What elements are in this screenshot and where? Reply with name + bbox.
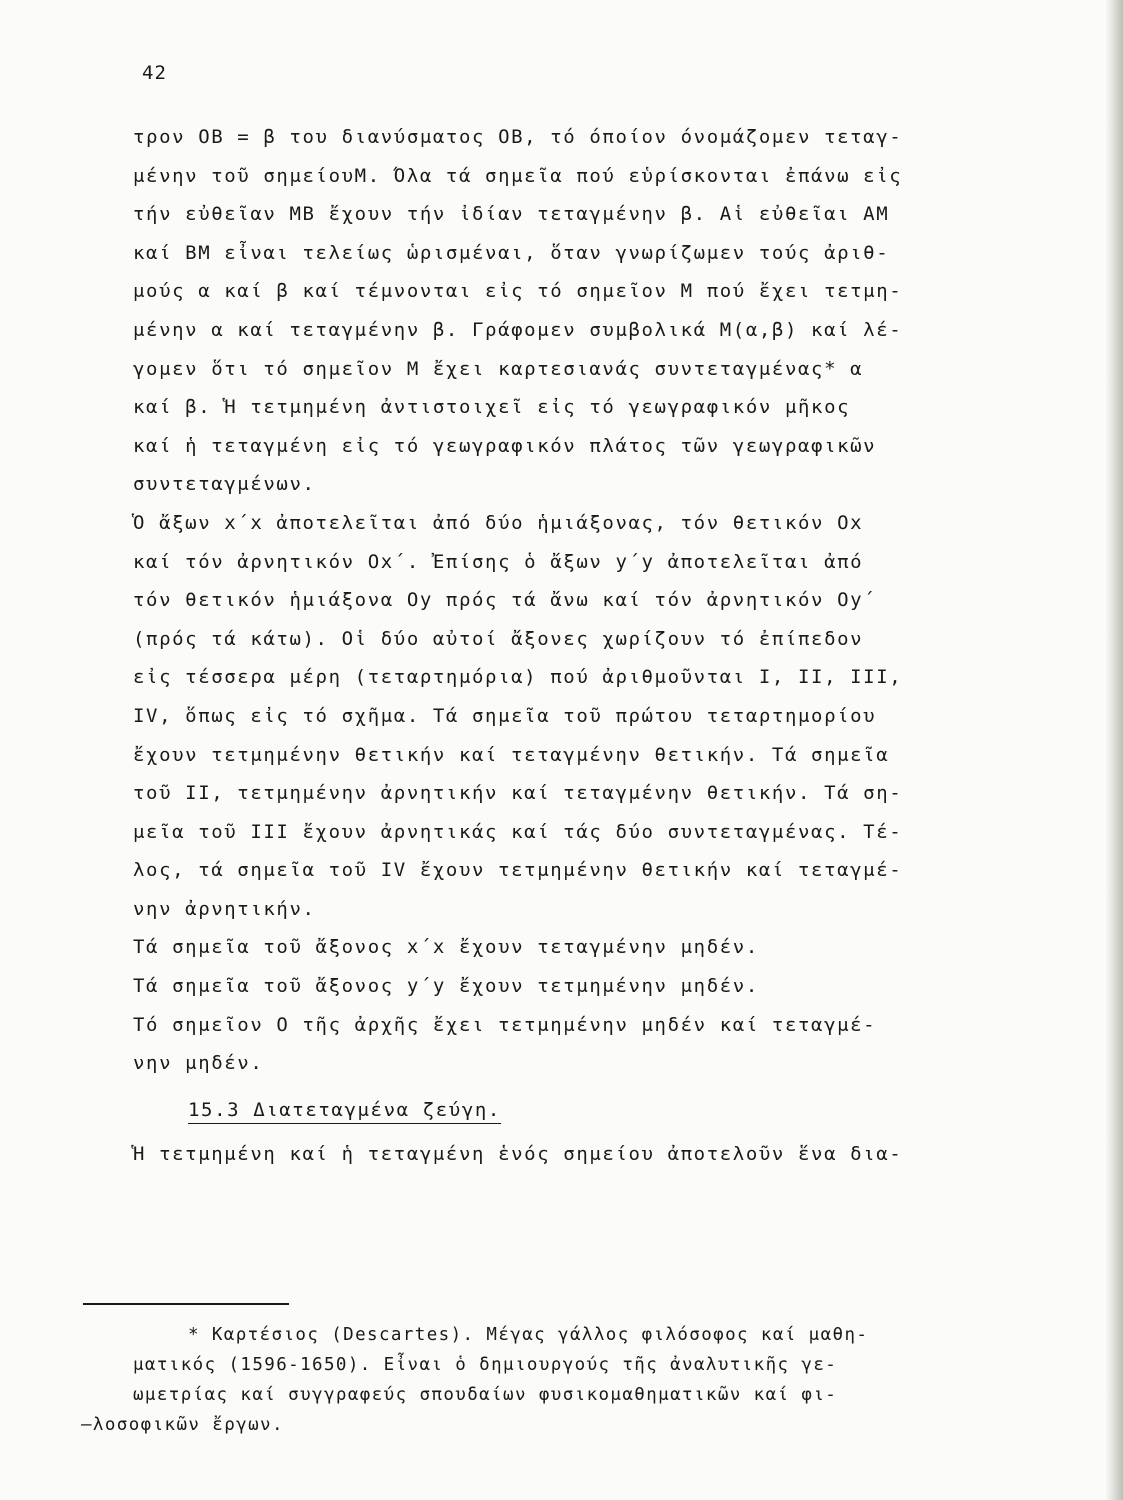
text-line: μένην τοῦ σημείουΜ. Όλα τά σημεῖα πού εὑρίσκονται ἐπάνω εἰς [133,164,903,187]
text-line: μένην α καί τεταγμένην β. Γράφομεν συμβολικά Μ(α,β) καί λέ- [133,318,903,341]
text-line: IV, ὅπως εἰς τό σχῆμα. Τά σημεῖα τοῦ πρώτου τεταρτημορίου [133,704,877,727]
text-line: τοῦ II, τετμημένην ἀρνητικήν καί τεταγμένην θετικήν. Τά ση- [133,782,903,805]
text-line: τρον OB = β του διανύσματος OB, τό όποίον όνομάζομεν τεταγ- [133,126,903,148]
footnote-line: * Καρτέσιος (Descartes). Μέγας γάλλος φιλόσοφος καί μαθη- [188,1325,869,1345]
text-line: Ὁ ἄξων x΄x ἀποτελεῖται ἀπό δύο ἡμιάξονας, τόν θετικόν Ox [133,511,864,534]
page-number: 42 [142,62,167,84]
text-line: Τά σημεῖα τοῦ ἄξονος y΄y ἔχουν τετμημένην μηδέν. [133,975,759,998]
section-first-line: Ἡ τετμημένη καί ἡ τεταγμένη ἑνός σημείου ἀποτελοῦν ἕνα δια- [133,1143,903,1166]
text-line: μούς α καί β καί τέμνονται εἰς τό σημεῖον Μ πού ἔχει τετμη- [133,280,903,303]
section-heading [133,1091,1063,1130]
text-line: τόν θετικόν ἡμιάξονα Oy πρός τά ἄνω καί τόν ἀρνητικόν Oy΄ [133,589,877,612]
text-line: γομεν ὅτι τό σημεῖον Μ ἔχει καρτεσιανάς συντεταγμένας* α [133,357,864,380]
text-line: τήν εὐθεῖαν ΜΒ ἔχουν τήν ἰδίαν τεταγμένην β. Αἱ εὐθεῖαι ΑΜ [133,203,890,226]
text-line: καί ΒΜ εἶναι τελείως ὡρισμέναι, ὅταν γνωρίζωμεν τούς ἀριθ- [133,241,890,264]
text-line: ἔχουν τετμημένην θετικήν καί τεταγμένην θετικήν. Τά σημεῖα [133,743,890,766]
text-line: καί τόν ἀρνητικόν Ox΄. Ἐπίσης ὁ ἄξων y΄y ἀποτελεῖται ἀπό [133,550,864,573]
footnote-line: —λοσοφικῶν ἔργων. [81,1415,284,1435]
footnote-divider [83,1303,289,1305]
footnote-line: ματικός (1596-1650). Εἶναι ὁ δημιουργούς τῆς ἀναλυτικῆς γε- [133,1355,838,1375]
text-line: Τό σημεῖον O τῆς ἀρχῆς ἔχει τετμημένην μηδέν καί τεταγμέ- [133,1013,877,1036]
text-line: λος, τά σημεῖα τοῦ IV ἔχουν τετμημένην θετικήν καί τεταγμέ- [133,859,903,882]
text-line: νην μηδέν. [133,1052,264,1075]
footnote [81,1320,1063,1440]
text-line: νην ἀρνητικήν. [133,897,316,920]
body-text [133,118,1063,1174]
text-line: συντεταγμένων. [133,473,316,496]
text-line: Τά σημεῖα τοῦ ἄξονος x΄x ἔχουν τεταγμένην μηδέν. [133,936,759,959]
section-heading-text: 15.3 Διατεταγμένα ζεύγη. [188,1099,501,1124]
text-line: μεῖα τοῦ III ἔχουν ἀρνητικάς καί τάς δύο συντεταγμένας. Τέ- [133,820,903,843]
text-line: καί β. Ἡ τετμημένη ἀντιστοιχεῖ εἰς τό γεωγραφικόν μῆκος [133,396,851,419]
text-line: (πρός τά κάτω). Οἱ δύο αὐτοί ἄξονες χωρίζουν τό ἐπίπεδον [133,627,864,650]
footnote-line: ωμετρίας καί συγγραφεύς σπουδαίων φυσικομαθηματικῶν καί φι- [133,1385,838,1405]
text-line: καί ἡ τεταγμένη εἰς τό γεωγραφικόν πλάτος τῶν γεωγραφικῶν [133,434,877,457]
page-edge-shadow [1105,0,1123,1500]
text-line: εἰς τέσσερα μέρη (τεταρτημόρια) πού ἀριθμοῦνται I, II, III, [133,666,903,689]
